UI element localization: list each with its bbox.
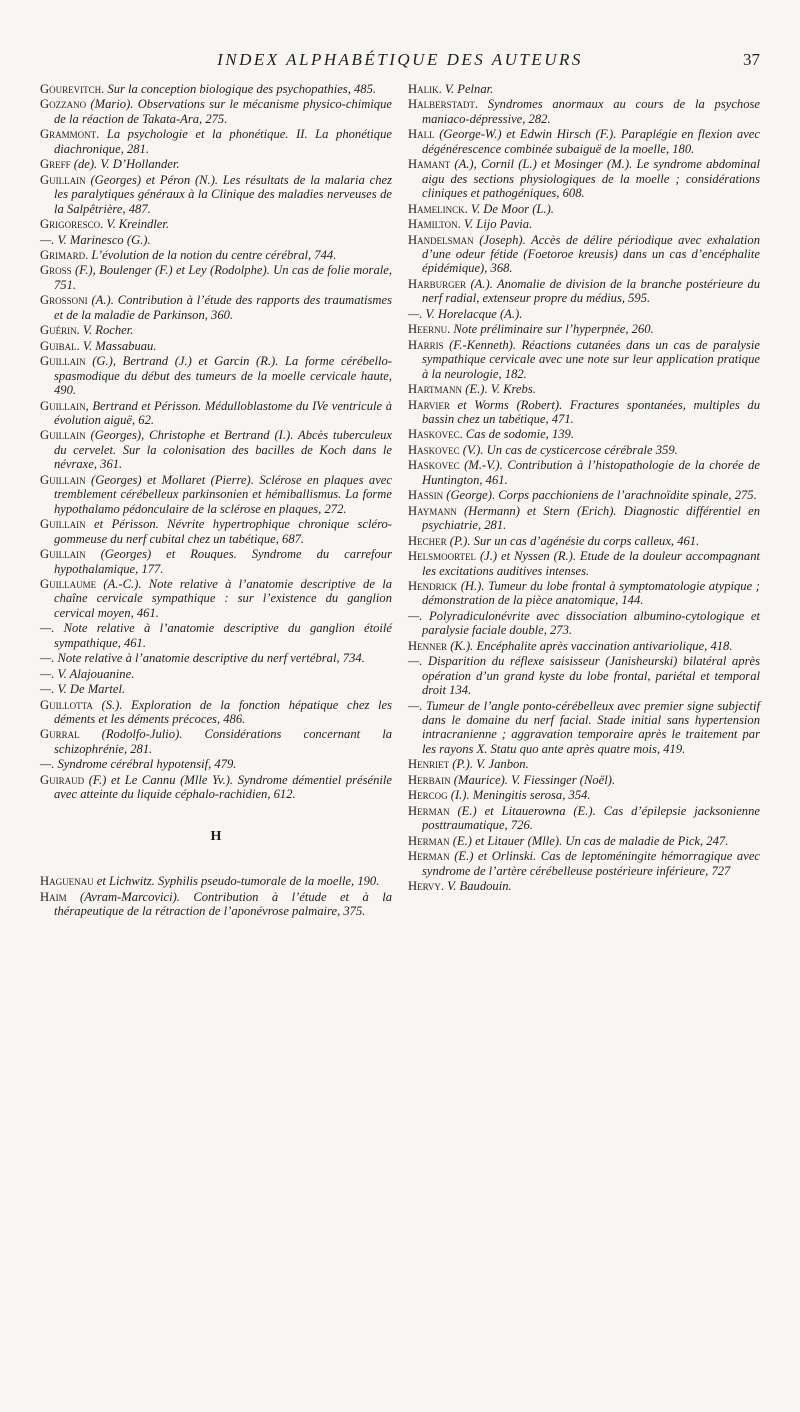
author-name: Haymann bbox=[408, 503, 457, 518]
index-entry bbox=[408, 654, 760, 697]
author-name: Hamant bbox=[408, 157, 451, 172]
entry-text: (M.-V.). Contribution à l’histopathologie de la chorée de Huntington, 461. bbox=[422, 458, 760, 487]
author-name: Hecher bbox=[408, 533, 447, 548]
entries-letter-g bbox=[40, 82, 392, 802]
entry-text: (P.). V. Janbon. bbox=[449, 757, 529, 772]
index-entry bbox=[408, 307, 760, 321]
entry-text: (A.), Cornil (L.) et Mosinger (M.). Le syndrome abdominal aigu des sections physiologiques de la moelle ; considérations cliniques et pathogéniques, 608. bbox=[422, 157, 760, 201]
index-entry bbox=[408, 773, 760, 787]
index-entry bbox=[40, 874, 392, 888]
index-entry bbox=[408, 788, 760, 802]
entry-text: Note préliminaire sur l’hyperpnée, 260. bbox=[450, 322, 654, 337]
entry-text: (E.) et Orlinski. Cas de leptoméningite hémorragique avec syndrome de l’artère cérébelleuse postérieure inférieure, 727 bbox=[422, 849, 760, 878]
author-name: Haguenau bbox=[40, 874, 94, 889]
entry-text: (Georges) et Rouques. Syndrome du carrefour hypothalamique, 177. bbox=[54, 547, 392, 576]
author-name: Guillain bbox=[40, 472, 86, 487]
index-entry bbox=[40, 757, 392, 771]
index-entry bbox=[408, 757, 760, 771]
index-entry bbox=[40, 263, 392, 292]
entry-text: (E.). V. Krebs. bbox=[462, 382, 536, 397]
index-entry bbox=[408, 398, 760, 427]
entry-text: (K.). Encéphalite après vaccination antivariolique, 418. bbox=[447, 638, 733, 653]
entry-text: (Rodolfo-Julio). Considérations concernant la schizophrénie, 281. bbox=[54, 727, 392, 756]
author-name: Haim bbox=[40, 889, 67, 904]
entry-text: (J.) et Nyssen (R.). Etude de la douleur accompagnant les excitations auditives intenses. bbox=[422, 549, 760, 578]
entry-text: Sur la conception biologique des psychopathies, 485. bbox=[104, 82, 377, 96]
index-entry bbox=[40, 293, 392, 322]
index-entry bbox=[40, 323, 392, 337]
author-name: Hamelinck. bbox=[408, 201, 468, 216]
index-entry bbox=[408, 82, 760, 96]
author-name: Harvier bbox=[408, 397, 450, 412]
entry-text: (A.-C.). Note relative à l’anatomie descriptive de la chaîne cervicale sympathique : sur l’existence du ganglion cervical moyen, 461. bbox=[54, 576, 392, 620]
author-name: Herman bbox=[408, 849, 450, 864]
index-entry bbox=[40, 667, 392, 681]
author-name: Hercog bbox=[408, 788, 448, 803]
entry-text: (A.). Contribution à l’étude des rapports des traumatismes et de la maladie de Parkinson, 360. bbox=[54, 293, 392, 322]
index-entry bbox=[408, 639, 760, 653]
entry-text: (E.) et Litauerowna (E.). Cas d’épilepsie jacksonienne posttraumatique, 726. bbox=[422, 803, 760, 833]
entry-text: —. Note relative à l’anatomie descriptive du ganglion étoilé sympathique, 461. bbox=[40, 621, 392, 650]
index-entry bbox=[408, 233, 760, 276]
entry-text: (S.). Exploration de la fonction hépatique chez les déments et les déments précoces, 486. bbox=[54, 697, 392, 727]
entry-text: V. Rocher. bbox=[79, 323, 134, 338]
entry-text: —. Tumeur de l’angle ponto-cérébelleux avec premier signe subjectif dans le domaine du nerf facial. Stade initial sans hypertension intracranienne ; aggravation temporaire après le traitement par les rayons X. Statu quo ante après quatre mois, 419. bbox=[408, 698, 760, 756]
author-name: Halik. bbox=[408, 82, 442, 96]
entry-text: (Mario). Observations sur le mécanisme physico-chimique de la réaction de Takata-Ara, 275. bbox=[54, 97, 392, 126]
entry-text: (de). V. D’Hollander. bbox=[70, 157, 180, 172]
author-name: Haskovec. bbox=[408, 427, 463, 442]
author-name: Harris bbox=[408, 337, 444, 352]
author-name: Henriet bbox=[408, 757, 450, 772]
author-name: Guiraud bbox=[40, 772, 85, 787]
entry-text: (Hermann) et Stern (Erich). Diagnostic différentiel en psychiatrie, 281. bbox=[422, 503, 760, 533]
entry-text: V. Massabuau. bbox=[79, 338, 157, 353]
index-entry bbox=[40, 651, 392, 665]
index-entry bbox=[408, 338, 760, 381]
author-name: Grossoni bbox=[40, 293, 88, 308]
author-name: Harburger bbox=[408, 276, 467, 291]
entry-text: —. Polyradiculonévrite avec dissociation albumino-cytologique et paralysie faciale double, 273. bbox=[408, 608, 760, 638]
entry-text: (Maurice). V. Fiessinger (Noël). bbox=[450, 772, 616, 787]
index-entry bbox=[40, 890, 392, 919]
author-name: Guérin. bbox=[40, 323, 80, 338]
index-entry bbox=[40, 217, 392, 231]
running-title: INDEX ALPHABÉTIQUE DES AUTEURS bbox=[217, 50, 583, 69]
entry-text: (George-W.) et Edwin Hirsch (F.). Paraplégie en flexion avec dégénérescence combinée subaiguë de la moelle, 180. bbox=[422, 127, 760, 156]
entry-text: —. Syndrome cérébral hypotensif, 479. bbox=[40, 757, 237, 772]
author-name: Guillain, bbox=[40, 398, 89, 413]
author-name: Heernu. bbox=[408, 322, 451, 337]
index-entry bbox=[408, 879, 760, 893]
entry-text: et Périsson. Névrite hypertrophique chronique scléro-gommeuse du nerf cubital chez un tabétique, 687. bbox=[54, 517, 392, 546]
author-name: Guillain bbox=[40, 517, 86, 532]
index-entry bbox=[408, 157, 760, 200]
entries-letter-h bbox=[40, 874, 392, 918]
index-entry bbox=[40, 547, 392, 576]
entry-text: et Lichwitz. Syphilis pseudo-tumorale de la moelle, 190. bbox=[93, 874, 380, 889]
index-entry bbox=[408, 277, 760, 306]
right-column bbox=[408, 82, 760, 894]
entry-text: Syndromes anormaux au cours de la psychose maniaco-dépressive, 282. bbox=[422, 97, 760, 126]
index-entry bbox=[408, 97, 760, 126]
entry-text: (G.), Bertrand (J.) et Garcin (R.). La forme cérébello-spasmodique du début des tumeurs de la moelle cervicale haute, 490. bbox=[54, 354, 392, 398]
author-name: Hassin bbox=[408, 488, 444, 503]
page-number: 37 bbox=[743, 50, 760, 69]
entry-text: (I.). Meningitis serosa, 354. bbox=[447, 788, 591, 803]
entry-text: (F.), Boulenger (F.) et Ley (Rodolphe). Un cas de folie morale, 751. bbox=[54, 263, 392, 292]
index-entry bbox=[40, 354, 392, 397]
entry-text: —. V. De Martel. bbox=[40, 682, 126, 697]
author-name: Grimard. bbox=[40, 247, 89, 262]
left-column bbox=[40, 82, 392, 920]
author-name: Gozzano bbox=[40, 97, 87, 112]
author-name: Halberstadt. bbox=[408, 97, 479, 112]
author-name: Guillotta bbox=[40, 697, 93, 712]
index-entry bbox=[408, 699, 760, 757]
author-name: Grigoresco. bbox=[40, 217, 104, 232]
index-entry bbox=[408, 849, 760, 878]
author-name: Hendrick bbox=[408, 578, 458, 593]
section-letter-h: H bbox=[210, 828, 222, 844]
author-name: Haskovec bbox=[408, 442, 460, 457]
index-entry bbox=[40, 97, 392, 126]
index-entry bbox=[40, 173, 392, 216]
entry-text: et Worms (Robert). Fractures spontanées, multiples du bassin chez un tabétique, 471. bbox=[422, 397, 760, 426]
index-entry bbox=[40, 698, 392, 727]
index-entry bbox=[40, 157, 392, 171]
entry-text: V. Pelnar. bbox=[441, 82, 494, 96]
entry-text: (F.-Kenneth). Réactions cutanées dans un cas de paralysie sympathique cervicale avec une note sur leur application pratique à la neurologie, 182. bbox=[422, 337, 760, 381]
index-entry bbox=[40, 127, 392, 156]
index-entry bbox=[408, 443, 760, 457]
author-name: Gourevitch. bbox=[40, 82, 105, 96]
entry-text: V. Lijo Pavia. bbox=[460, 217, 533, 232]
author-name: Henner bbox=[408, 638, 448, 653]
author-name: Guillaume bbox=[40, 576, 97, 591]
entry-text: Bertrand et Périsson. Médulloblastome du IVe ventricule à évolution aiguë, 62. bbox=[54, 398, 392, 427]
entry-text: (Georges) et Mollaret (Pierre). Sclérose en plaques avec tremblement cérébelleux parkinsonien et hémiballismus. La forme hypothalamo pédonculaire de la sclérose en plaques, 272. bbox=[54, 472, 392, 516]
entry-text: (V.). Un cas de cysticercose cérébrale 359. bbox=[459, 442, 678, 457]
author-name: Hall bbox=[408, 127, 435, 142]
entry-text: V. Baudouin. bbox=[444, 879, 512, 894]
index-entry bbox=[40, 682, 392, 696]
author-name: Hamilton. bbox=[408, 217, 461, 232]
index-entry bbox=[40, 399, 392, 428]
author-name: Guibal. bbox=[40, 338, 80, 353]
entry-text: —. Disparition du réflexe saisisseur (Janisheurski) bilatéral après opération d’un grand kyste du lobe frontal, pariétal et temporal droit 134. bbox=[408, 654, 760, 698]
author-name: Guillain bbox=[40, 354, 86, 369]
entry-text: Cas de sodomie, 139. bbox=[462, 427, 574, 442]
index-entry bbox=[408, 488, 760, 502]
index-entry bbox=[408, 579, 760, 608]
entry-text: V. Kreindler. bbox=[103, 217, 170, 232]
entry-text: (Georges) et Péron (N.). Les résultats de la malaria chez les paralytiques généraux à la Clinique des maladies nerveuses de la Salpêtrière, 487. bbox=[54, 172, 392, 216]
index-entry bbox=[408, 382, 760, 396]
entry-text: (A.). Anomalie de division de la branche postérieure du nerf radial, extenseur propre du médius, 595. bbox=[422, 276, 760, 306]
entry-text: (F.) et Le Cannu (Mlle Yv.). Syndrome démentiel présénile avec atteinte du liquide céphalo-rachidien, 612. bbox=[54, 772, 392, 802]
entry-text: (P.). Sur un cas d’agénésie du corps calleux, 461. bbox=[446, 533, 700, 548]
index-entry bbox=[408, 127, 760, 156]
entry-text: L’évolution de la notion du centre cérébral, 744. bbox=[88, 247, 337, 262]
author-name: Helsmoortel bbox=[408, 549, 477, 564]
index-entry bbox=[40, 473, 392, 516]
page-header bbox=[40, 50, 760, 74]
index-entry bbox=[40, 248, 392, 262]
author-name: Gurral bbox=[40, 727, 80, 742]
index-entry bbox=[408, 202, 760, 216]
author-name: Handelsman bbox=[408, 232, 474, 247]
index-entry bbox=[408, 504, 760, 533]
index-entry bbox=[40, 517, 392, 546]
author-name: Hervy. bbox=[408, 879, 445, 894]
index-entry bbox=[408, 834, 760, 848]
index-entry bbox=[408, 458, 760, 487]
entry-text: (E.) et Litauer (Mlle). Un cas de maladie de Pick, 247. bbox=[449, 833, 729, 848]
index-entry bbox=[408, 804, 760, 833]
index-entry bbox=[408, 217, 760, 231]
index-entry bbox=[40, 428, 392, 471]
entry-text: —. V. Horelacque (A.). bbox=[408, 306, 523, 321]
entry-text: (Joseph). Accès de délire périodique avec exhalation d’une odeur fétide (Foetoroe kreusis) dans un cas d’encéphalite épidémique), 368. bbox=[422, 232, 760, 276]
entry-text: (H.). Tumeur du lobe frontal à symptomatologie atypique ; démonstration de la pièce anatomique, 144. bbox=[422, 578, 760, 608]
author-name: Gross bbox=[40, 263, 72, 278]
author-name: Herman bbox=[408, 803, 450, 818]
index-entry bbox=[408, 534, 760, 548]
index-entry bbox=[408, 549, 760, 578]
author-name: Hartmann bbox=[408, 382, 463, 397]
entries-letter-h-continued bbox=[408, 82, 760, 893]
entry-text: (Avram-Marcovici). Contribution à l’étude et à la thérapeutique de la rétraction de l’aponévrose palmaire, 375. bbox=[54, 889, 392, 919]
author-name: Herbain bbox=[408, 772, 451, 787]
entry-text: V. De Moor (L.). bbox=[467, 201, 554, 216]
index-entry bbox=[408, 609, 760, 638]
author-name: Guillain bbox=[40, 172, 86, 187]
author-name: Guillain bbox=[40, 428, 86, 443]
index-entry bbox=[40, 773, 392, 802]
entry-text: —. Note relative à l’anatomie descriptive du nerf vertébral, 734. bbox=[40, 651, 365, 666]
author-name: Grammont. bbox=[40, 127, 100, 142]
index-entry bbox=[408, 427, 760, 441]
entry-text: La psychologie et la phonétique. II. La phonétique diachronique, 281. bbox=[54, 127, 392, 156]
index-entry bbox=[40, 233, 392, 247]
index-entry bbox=[40, 727, 392, 756]
index-entry bbox=[40, 621, 392, 650]
index-entry bbox=[408, 322, 760, 336]
author-name: Haskovec bbox=[408, 458, 460, 473]
index-entry bbox=[40, 577, 392, 620]
author-name: Guillain bbox=[40, 547, 86, 562]
index-entry bbox=[40, 339, 392, 353]
entry-text: —. V. Alajouanine. bbox=[40, 666, 135, 681]
index-entry bbox=[40, 82, 392, 96]
author-name: Greff bbox=[40, 157, 71, 172]
entry-text: (Georges), Christophe et Bertrand (I.). Abcès tuberculeux du cervelet. Sur la colonisation des bacilles de Koch dans le névraxe, 361. bbox=[54, 428, 392, 472]
author-name: Herman bbox=[408, 833, 450, 848]
entry-text: (George). Corps pacchioniens de l’arachnoïdite spinale, 275. bbox=[443, 488, 757, 503]
entry-text: —. V. Marinesco (G.). bbox=[40, 232, 151, 247]
